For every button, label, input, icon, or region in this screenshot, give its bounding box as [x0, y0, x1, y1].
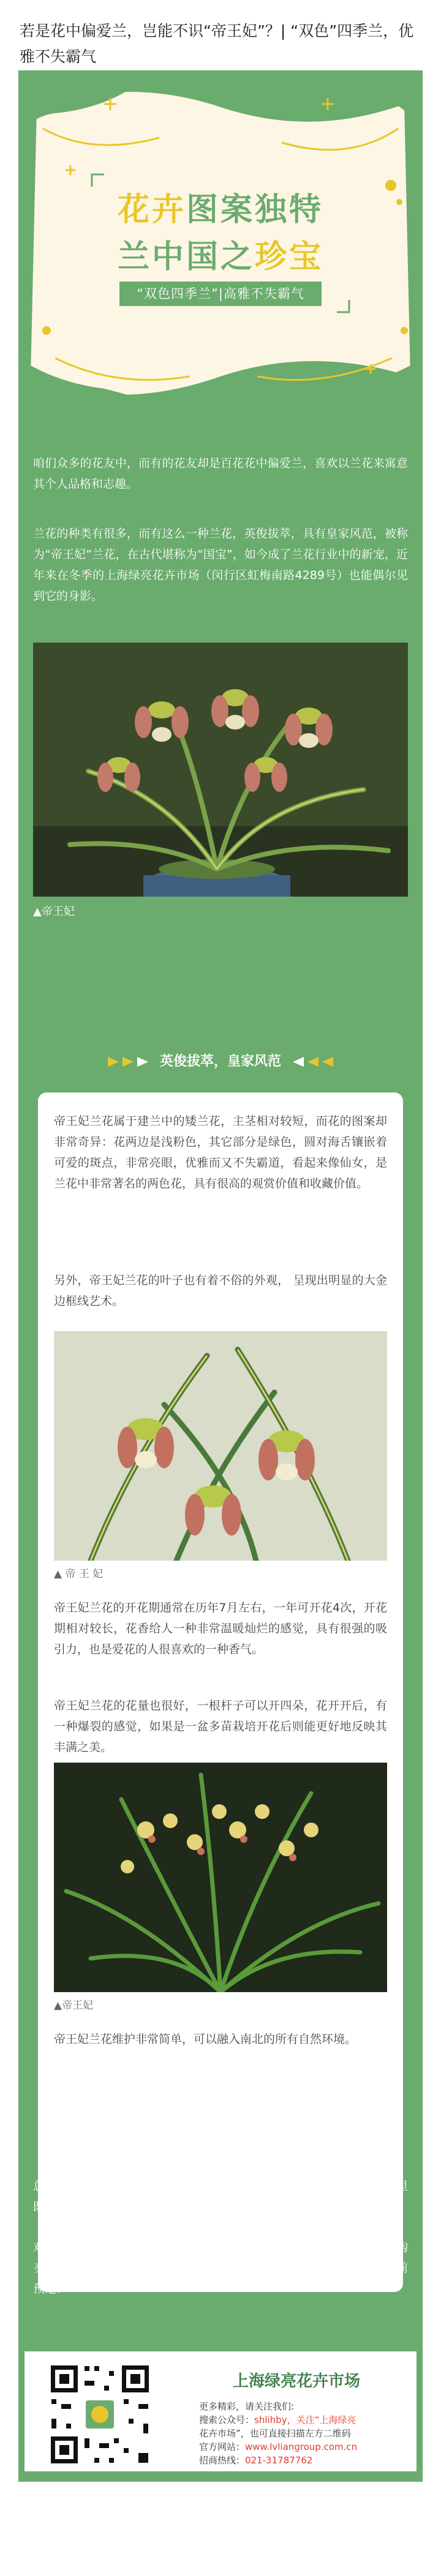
banner-title-line2: [18, 231, 423, 277]
footer-panel: [23, 2350, 418, 2473]
wechat-label: 搜索公众号：: [199, 2414, 255, 2425]
website-link[interactable]: www.lvliangroup.com.cn: [245, 2441, 358, 2452]
banner-title-line1: [18, 184, 423, 230]
orchid-closeup-illustration: [54, 1331, 387, 1561]
orchid-photo-2: [54, 1331, 387, 1561]
photo-1-caption: ▲帝王妃: [33, 905, 75, 918]
section-heading: [18, 1050, 423, 1074]
content-card: [38, 1092, 403, 2292]
orchid-plant-illustration: [54, 1763, 387, 1992]
left-arrow-decoration-icon: [108, 1056, 151, 1068]
orchid-photo-3: [54, 1763, 387, 1992]
right-arrow-decoration-icon: [290, 1056, 333, 1068]
banner-subtitle: “双色四季兰”|高雅不失霸气: [119, 282, 322, 306]
phone-label: 招商热线：: [199, 2455, 246, 2466]
card-paragraph-1: 帝王妃兰花属于建兰中的矮兰花，主茎相对较短，而花的图案却非常奇异：花两边是浅粉色，其它部分是绿色，圆对海舌镶嵌着可爱的斑点，非常亮眼，优雅而又不失霸道，看起来像仙女，是兰花中非常著名的两色花，具有很高的观赏价值和收藏价值。: [54, 1114, 387, 1190]
banner-title-highlight: 花卉: [117, 192, 186, 228]
wechat-account[interactable]: shlihby: [254, 2414, 287, 2425]
card-paragraph-4: 帝王妃兰花的花量也很好，一根杆子可以开四朵，花开开后，有一种爆裂的感觉，如果是一盆多苗栽培开花后则能更好地反映其丰满之美。: [54, 1699, 387, 1754]
banner-title-highlight: 珍宝: [255, 239, 324, 275]
website-label: 官方网站：: [199, 2441, 246, 2452]
banner-title-text: 图案独特: [186, 192, 324, 228]
store-name: 上海绿亮花卉市场: [233, 2372, 361, 2391]
closing-paragraph-2: 欢迎大家前来绿亮花卉市场（闵行区虹梅南路4289号）寻觅、欣赏、购买，如果一时购买不到也可以与市场内的兰花商贩们进行咨询和设法提前预定！: [33, 2241, 408, 2296]
closing-paragraph-1: 总之，帝王妃兰花是一种花卉图案独特、表现力强的优秀兰花，放在家里既能美化家居又能提升居室的档次感。: [33, 2179, 408, 2214]
photo-2-caption: ▲ 帝 王 妃: [54, 1568, 104, 1580]
wechat-note: ，关注“上海绿亮: [287, 2414, 356, 2425]
card-paragraph-3: 帝王妃兰花的开花期通常在历年7月左右，一年可开花4次，开花期相对较长，花香给人一种非常温暖灿烂的感觉，具有很强的吸引力，也是爱花的人很喜欢的一种香气。: [54, 1601, 387, 1656]
card-paragraph-2: 另外，帝王妃兰花的叶子也有着不俗的外观， 呈现出明显的大金边框线艺术。: [54, 1274, 387, 1308]
article-body: [18, 70, 423, 2482]
card-paragraph-5: 帝王妃兰花维护非常简单，可以融入南北的所有自然环境。: [54, 2033, 357, 2046]
intro-paragraph-2: 兰花的种类有很多，而有这么一种兰花，英俊拔萃，具有皇家风范，被称为“帝王妃”兰花，在古代堪称为“国宝”，如今成了兰花行业中的新宠，近年来在冬季的上海绿亮花卉市场（闵行区虹梅南路4289号）也能偶尔见到它的身影。: [33, 527, 408, 603]
orchid-illustration: [33, 643, 408, 897]
photo-3-caption: ▲帝王妃: [54, 1999, 94, 2012]
intro-paragraph-1: 咱们众多的花友中，而有的花友却是百花花中偏爱兰，喜欢以兰花来寓意其个人品格和志趣。: [33, 457, 408, 491]
header-banner: [18, 70, 423, 413]
footer-wechat-note-2: 花卉市场”，也可直接扫描左方二维码: [199, 2428, 351, 2439]
footer-more-label: 更多精彩，请关注我们:: [199, 2401, 295, 2412]
orchid-photo-1: [33, 643, 408, 897]
page-title: 若是花中偏爱兰，岂能不识“帝王妃”？| “双色”四季兰，优雅不失霸气: [20, 22, 414, 65]
phone-number[interactable]: 021-31787762: [245, 2455, 313, 2466]
banner-title-text: 兰中国之: [117, 239, 255, 275]
footer-website-line: [199, 2441, 357, 2453]
footer-wechat-line: [199, 2414, 356, 2426]
qr-code-icon[interactable]: [48, 2362, 152, 2466]
footer-phone-line: [199, 2454, 312, 2466]
section-heading-text: 英俊拔萃，皇家风范: [159, 1054, 281, 1069]
